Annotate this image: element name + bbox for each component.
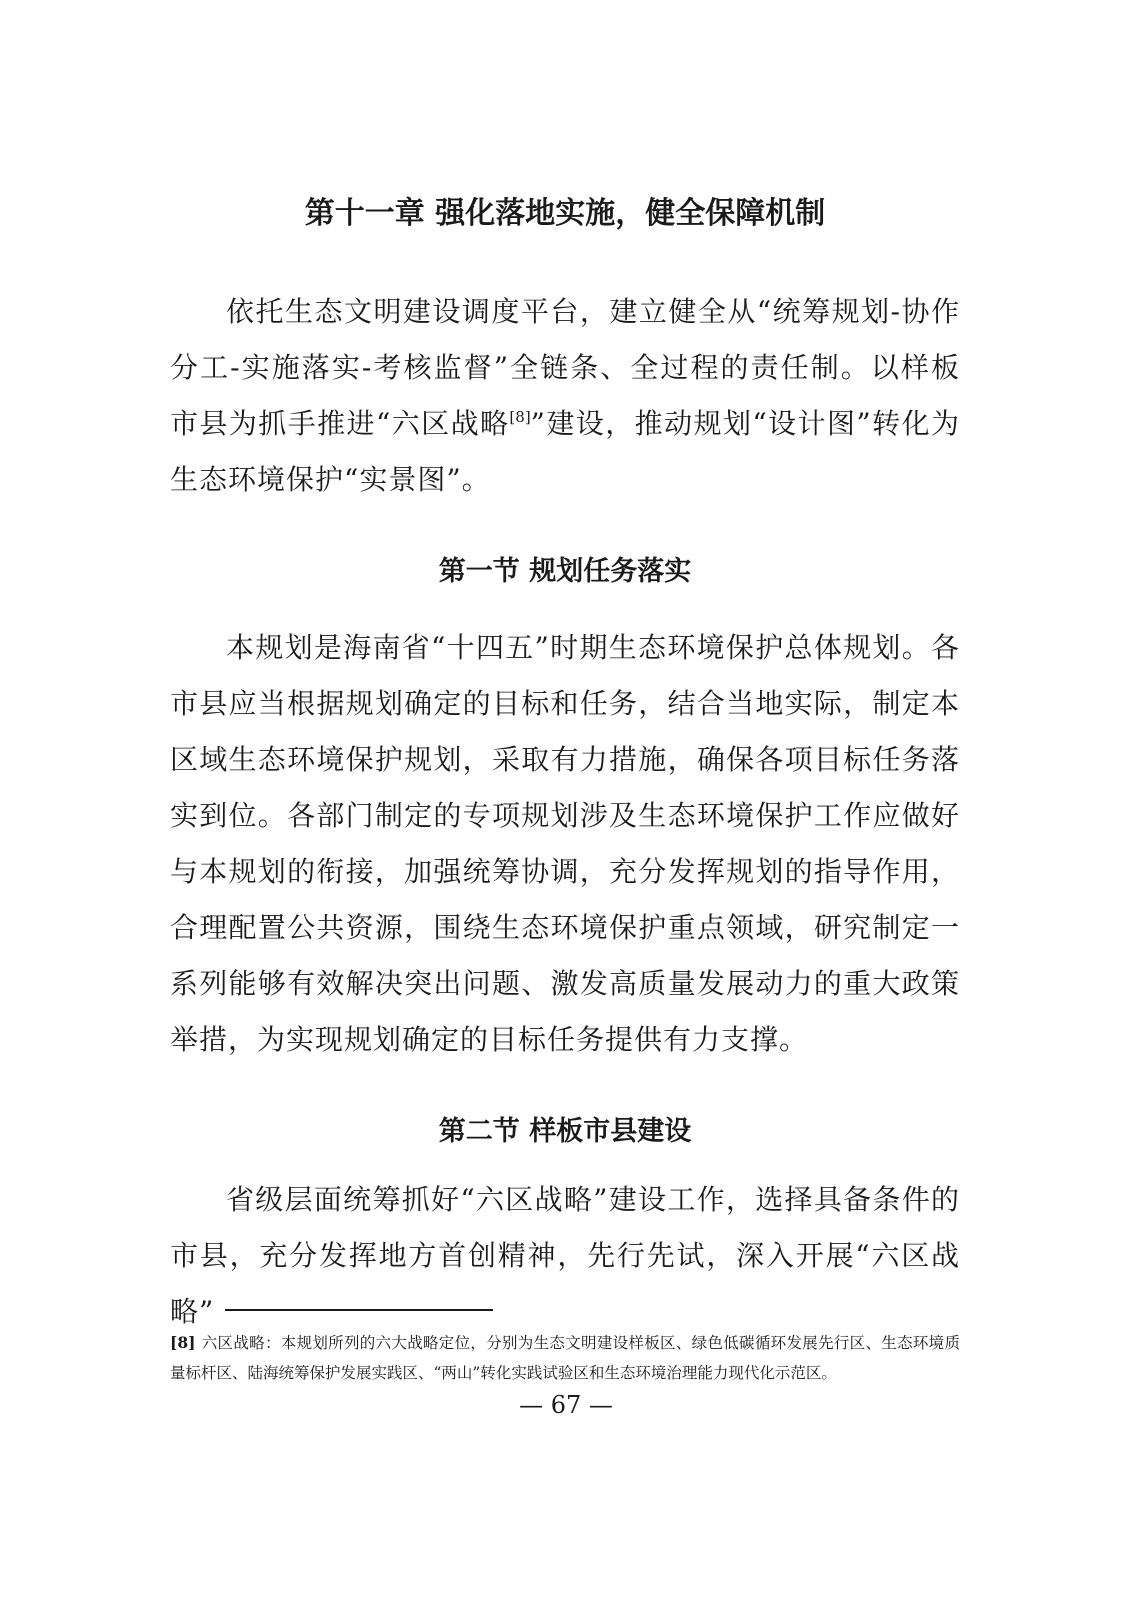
chapter-intro-paragraph (170, 284, 960, 508)
intro-text-after-ref: ”建设，推动规划“设计图”转化为生态环境保护“实景图”。 (170, 407, 960, 496)
section-1-title: 第一节 规划任务落实 (438, 556, 692, 587)
chapter-title: 第十一章 强化落地实施，健全保障机制 (304, 196, 826, 231)
section-2-paragraph: 省级层面统筹抓好“六区战略”建设工作，选择具备条件的市县，充分发挥地方首创精神，先行先试，深入开展“六区战略” (170, 1183, 960, 1328)
section-1-paragraph: 本规划是海南省“十四五”时期生态环境保护总体规划。各市县应当根据规划确定的目标和任务，结合当地实际，制定本区域生态环境保护规划，采取有力措施，确保各项目标任务落实到位。各部门制定的专项规划涉及生态环境保护工作应做好与本规划的衔接，加强统筹协调，充分发挥规划的指导作用，合理配置公共资源，围绕生态环境保护重点领域，研究制定一系列能够有效解决突出问题、激发高质量发展动力的重大政策举措，为实现规划确定的目标任务提供有力支撑。 (170, 631, 960, 1056)
footnote-divider (225, 1309, 493, 1311)
intro-text-before-ref: 依托生态文明建设调度平台，建立健全从“统筹规划-协作分工-实施落实-考核监督”全链条、全过程的责任制。以样板市县为抓手推进“六区战略 (170, 295, 960, 440)
footnote-reference-8[interactable]: [8] (509, 408, 531, 426)
section-2-title: 第二节 样板市县建设 (438, 1116, 692, 1147)
footnote-text: 六区战略：本规划所列的六大战略定位，分别为生态文明建设样板区、绿色低碳循环发展先行区、生态环境质量标杆区、陆海统筹保护发展实践区、“两山”转化实践试验区和生态环境治理能力现代化示范区。 (170, 1334, 960, 1382)
footnote-8 (170, 1328, 960, 1388)
page-number: — 67 — (519, 1391, 613, 1419)
footnote-marker: [8] (170, 1333, 196, 1352)
